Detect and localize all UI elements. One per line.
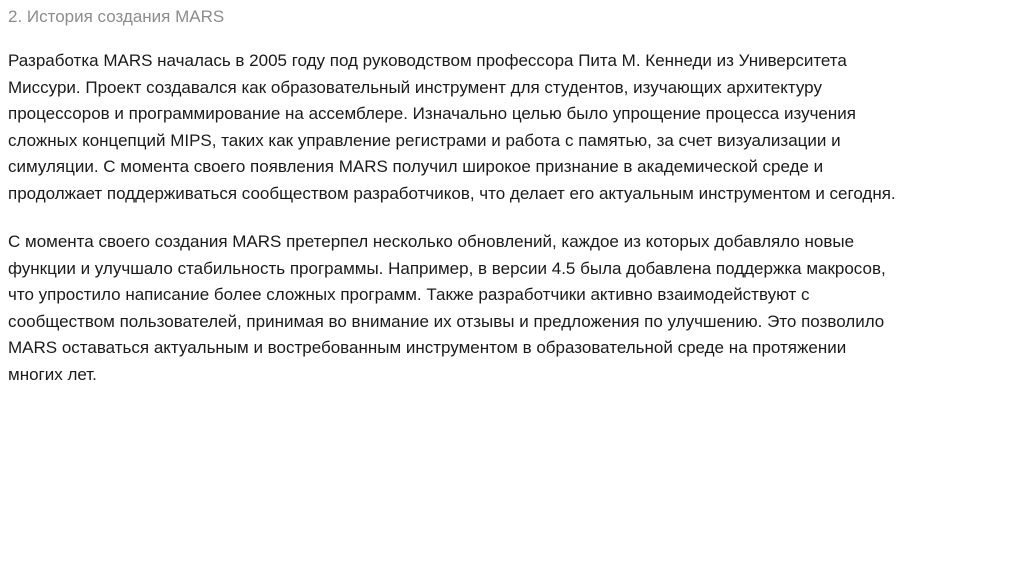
paragraph-line: Разработка MARS началась в 2005 году под руководством профессора Пита М. Кеннеди из Университета [8, 51, 847, 70]
paragraph-line: что упростило написание более сложных программ. Также разработчики активно взаимодействуют с [8, 285, 810, 304]
paragraph-line: многих лет. [8, 364, 97, 384]
paragraph-line: С момента своего создания MARS претерпел несколько обновлений, каждое из которых добавляло новые [8, 232, 855, 251]
paragraph-line: MARS оставаться актуальным и востребованным инструментом в образовательной среде на протяжении [8, 338, 847, 357]
paragraph-line: процессоров и программирование на ассемблере. Изначально целью было упрощение процесса изучения [8, 104, 856, 123]
paragraph-line: продолжает поддерживаться сообществом разработчиков, что делает его актуальным инструментом и сегодня. [8, 183, 896, 203]
paragraph-line: функции и улучшало стабильность программы. Например, в версии 4.5 была добавлена поддержка макросов, [8, 258, 886, 278]
paragraph-line: Миссури. Проект создавался как образовательный инструмент для студентов, изучающих архитектуру [8, 77, 822, 97]
slide-title: 2. История создания MARS [8, 7, 225, 26]
paragraph-history [8, 48, 1016, 207]
paragraph-line: симуляции. С момента своего появления MARS получил широкое признание в академической среде и [8, 157, 824, 176]
paragraph-line: сообществом пользователей, принимая во внимание их отзывы и предложения по улучшению. Это позволило [8, 311, 885, 331]
paragraph-updates [8, 229, 1016, 388]
paragraph-line: сложных концепций MIPS, таких как управление регистрами и работа с памятью, за счет визуализации и [8, 130, 841, 150]
